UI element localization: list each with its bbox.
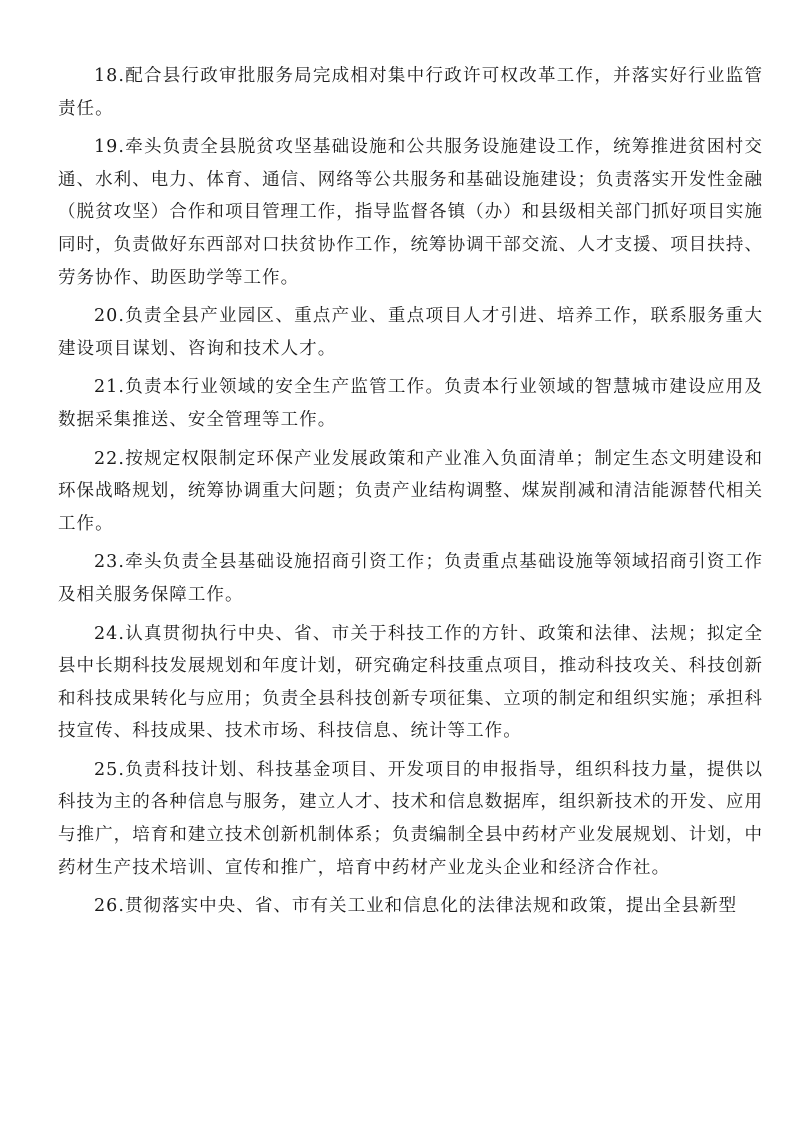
paragraph-text: 按规定权限制定环保产业发展政策和产业准入负面清单；制定生态文明建设和环保战略规划，统筹协调重大问题；负责产业结构调整、煤炭削减和清洁能源替代相关工作。 [58,448,763,534]
paragraph-26 [58,890,763,923]
document-body [58,60,763,929]
paragraph-21 [58,371,763,436]
paragraph-22 [58,443,763,541]
paragraph-number: 21. [94,377,125,398]
paragraph-number: 26. [94,896,125,917]
paragraph-number: 24. [94,623,125,644]
paragraph-25 [58,754,763,884]
paragraph-number: 20. [94,306,125,327]
paragraph-18 [58,60,763,125]
paragraph-number: 22. [94,448,125,469]
paragraph-text: 配合县行政审批服务局完成相对集中行政许可权改革工作，并落实好行业监管责任。 [58,66,763,119]
paragraph-24 [58,618,763,748]
paragraph-text: 负责全县产业园区、重点产业、重点项目人才引进、培养工作，联系服务重大建设项目谋划、咨询和技术人才。 [58,306,763,359]
paragraph-number: 25. [94,759,125,780]
paragraph-text: 负责本行业领域的安全生产监管工作。负责本行业领域的智慧城市建设应用及数据采集推送、安全管理等工作。 [58,377,763,430]
paragraph-number: 23. [94,552,125,573]
paragraph-text: 贯彻落实中央、省、市有关工业和信息化的法律法规和政策，提出全县新型 [124,896,738,917]
paragraph-number: 19. [94,137,125,158]
paragraph-text: 负责科技计划、科技基金项目、开发项目的申报指导，组织科技力量，提供以科技为主的各种信息与服务，建立人才、技术和信息数据库，组织新技术的开发、应用与推广，培育和建立技术创新机制体系；负责编制全县中药材产业发展规划、计划，中药材生产技术培训、宣传和推广，培育中药材产业龙头企业和经济合作社。 [58,759,763,878]
paragraph-19 [58,131,763,294]
paragraph-text: 认真贯彻执行中央、省、市关于科技工作的方针、政策和法律、法规；拟定全县中长期科技发展规划和年度计划，研究确定科技重点项目，推动科技攻关、科技创新和科技成果转化与应用；负责全县科技创新专项征集、立项的制定和组织实施；承担科技宣传、科技成果、技术市场、科技信息、统计等工作。 [58,623,763,742]
paragraph-text: 牵头负责全县脱贫攻坚基础设施和公共服务设施建设工作，统筹推进贫困村交通、水利、电力、体育、通信、网络等公共服务和基础设施建设；负责落实开发性金融（脱贫攻坚）合作和项目管理工作，指导监督各镇（办）和县级相关部门抓好项目实施同时，负责做好东西部对口扶贫协作工作，统筹协调干部交流、人才支援、项目扶持、劳务协作、助医助学等工作。 [58,137,763,288]
paragraph-20 [58,300,763,365]
paragraph-number: 18. [94,66,125,86]
paragraph-text: 牵头负责全县基础设施招商引资工作；负责重点基础设施等领域招商引资工作及相关服务保障工作。 [58,552,763,605]
paragraph-23 [58,546,763,611]
